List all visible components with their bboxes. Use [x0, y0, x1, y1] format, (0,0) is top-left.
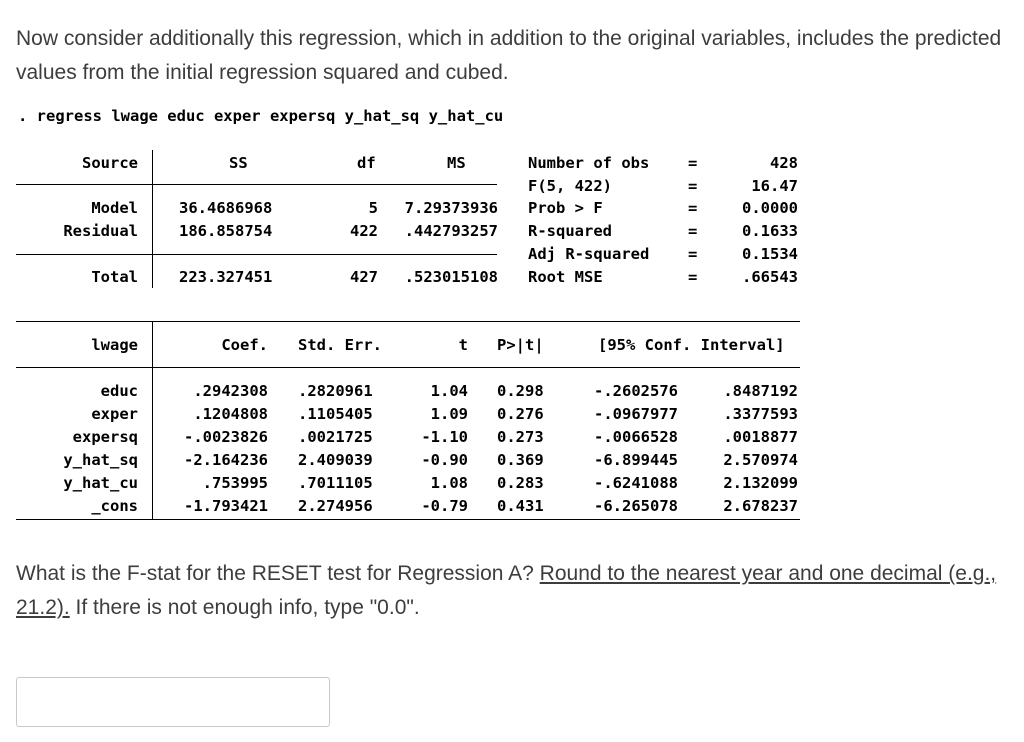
stat-eq: =: [688, 245, 698, 263]
coef-p: 0.369: [497, 451, 544, 469]
coef-header-t: t: [458, 336, 468, 354]
stat-value: 0.1633: [742, 222, 798, 240]
coef-p: 0.431: [497, 497, 544, 515]
coef-ci-low: -6.899445: [594, 451, 678, 469]
stat-value: 0.1534: [742, 245, 798, 263]
coef-ci-high: .3377593: [723, 405, 798, 423]
coef-p: 0.298: [497, 382, 544, 400]
stat-label: Number of obs: [528, 154, 650, 172]
anova-header-df: df: [357, 154, 376, 172]
coef-ci-low: -.6241088: [594, 474, 678, 492]
coef-value: .1204808: [193, 405, 268, 423]
anova-top-rule: [16, 184, 497, 185]
coef-var: expersq: [72, 428, 138, 446]
coef-ci-low: -.0066528: [594, 428, 678, 446]
coef-header-rule: [16, 367, 800, 368]
coef-var: _cons: [91, 497, 138, 515]
coef-se: 2.274956: [298, 497, 373, 515]
stat-eq: =: [688, 268, 698, 286]
coef-se: 2.409039: [298, 451, 373, 469]
coef-ci-high: .0018877: [723, 428, 798, 446]
coef-value: .2942308: [193, 382, 268, 400]
anova-ss: 36.4686968: [179, 199, 273, 217]
coef-ci-high: 2.132099: [723, 474, 798, 492]
coef-value: .753995: [202, 474, 268, 492]
stat-value: 0.0000: [742, 199, 798, 217]
stat-label: Adj R-squared: [528, 245, 650, 263]
coef-separator: [152, 322, 153, 519]
coef-value: -.0023826: [184, 428, 268, 446]
coef-ci-high: .8487192: [723, 382, 798, 400]
coef-ci-high: 2.570974: [723, 451, 798, 469]
coef-var: y_hat_sq: [63, 451, 138, 469]
coef-var: educ: [100, 382, 138, 400]
coef-var: exper: [91, 405, 138, 423]
coef-t: -1.10: [421, 428, 468, 446]
stat-eq: =: [688, 199, 698, 217]
coef-t: 1.08: [430, 474, 468, 492]
anova-df: 5: [368, 199, 378, 217]
coef-t: 1.04: [430, 382, 468, 400]
anova-ms: 7.29373936: [404, 199, 498, 217]
stat-value: 16.47: [751, 177, 798, 195]
coef-value: -2.164236: [184, 451, 268, 469]
anova-df: 427: [350, 268, 378, 286]
answer-input[interactable]: [16, 677, 330, 727]
coef-ci-high: 2.678237: [723, 497, 798, 515]
anova-header-ss: SS: [229, 154, 248, 172]
coef-var: y_hat_cu: [63, 474, 138, 492]
stat-label: F(5, 422): [528, 177, 612, 195]
coef-bottom-rule: [16, 519, 800, 520]
stat-value: 428: [770, 154, 798, 172]
coef-header-se: Std. Err.: [298, 336, 382, 354]
anova-source: Residual: [63, 222, 138, 240]
coef-ci-low: -.0967977: [594, 405, 678, 423]
coef-depvar: lwage: [91, 336, 138, 354]
coef-value: -1.793421: [184, 497, 268, 515]
rounding-instructions-link[interactable]: Round to the nearest year and one decimal (e.g., 21.2).: [16, 562, 997, 619]
stat-label: Root MSE: [528, 268, 603, 286]
anova-ss: 223.327451: [179, 268, 273, 286]
coef-se: .2820961: [298, 382, 373, 400]
coef-header-p: P>|t|: [497, 336, 544, 354]
coef-header-coef: Coef.: [221, 336, 268, 354]
question-suffix: If there is not enough info, type "0.0".: [69, 596, 420, 619]
stat-eq: =: [688, 222, 698, 240]
coef-t: -0.90: [421, 451, 468, 469]
question-prompt: What is the F-stat for the RESET test for Regression A?: [16, 562, 540, 585]
coef-ci-low: -.2602576: [594, 382, 678, 400]
coef-ci-low: -6.265078: [594, 497, 678, 515]
coef-p: 0.283: [497, 474, 544, 492]
regress-command: . regress lwage educ exper expersq y_hat_sq y_hat_cu: [18, 107, 504, 125]
coef-p: 0.276: [497, 405, 544, 423]
anova-total-rule: [16, 254, 497, 255]
coef-se: .1105405: [298, 405, 373, 423]
coef-t: -0.79: [421, 497, 468, 515]
anova-ms: .442793257: [404, 222, 498, 240]
stat-eq: =: [688, 154, 698, 172]
question-text: [16, 557, 1006, 625]
coef-se: .0021725: [298, 428, 373, 446]
anova-df: 422: [350, 222, 378, 240]
coef-t: 1.09: [430, 405, 468, 423]
coef-header-ci: [95% Conf. Interval]: [598, 336, 785, 354]
anova-header-source: Source: [82, 154, 138, 172]
stat-label: R-squared: [528, 222, 612, 240]
anova-separator: [152, 150, 153, 288]
anova-header-ms: MS: [447, 154, 466, 172]
anova-ms: .523015108: [404, 268, 498, 286]
anova-source: Model: [91, 199, 138, 217]
coef-p: 0.273: [497, 428, 544, 446]
stat-eq: =: [688, 177, 698, 195]
intro-text: Now consider additionally this regression, which in addition to the original variables, includes the predicted values from the initial regression squared and cubed.: [16, 27, 1002, 84]
anova-source: Total: [91, 268, 138, 286]
stat-value: .66543: [742, 268, 798, 286]
coef-se: .7011105: [298, 474, 373, 492]
coef-top-rule: [16, 321, 800, 322]
anova-ss: 186.858754: [179, 222, 273, 240]
stat-label: Prob > F: [528, 199, 603, 217]
